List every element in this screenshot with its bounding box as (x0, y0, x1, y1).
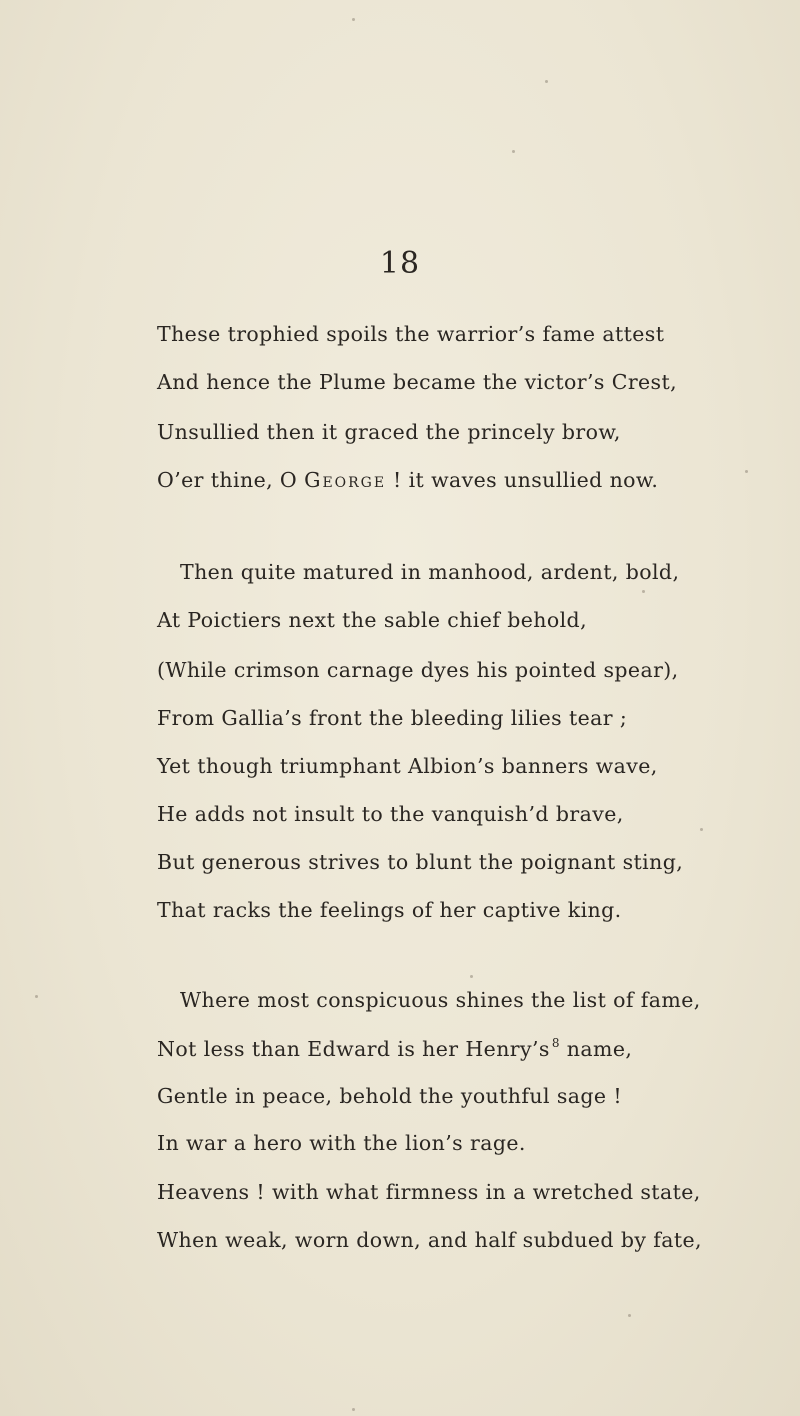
verse-line: Yet though triumphant Albion’s banners wave, (157, 754, 658, 778)
verse-line-text: ! it waves unsullied now. (386, 468, 659, 492)
foxing-speck (352, 18, 355, 21)
foxing-speck (700, 828, 703, 831)
footnote-marker: 8 (551, 1036, 560, 1050)
verse-line: But generous strives to blunt the poignant sting, (157, 850, 684, 874)
verse-line: Gentle in peace, behold the youthful sage ! (157, 1084, 623, 1108)
foxing-speck (512, 150, 515, 153)
verse-line: From Gallia’s front the bleeding lilies tear ; (157, 706, 628, 730)
foxing-speck (745, 470, 748, 473)
verse-line: These trophied spoils the warrior’s fame attest (157, 322, 665, 346)
dedicatee-name: George (304, 468, 387, 492)
verse-line: Where most conspicuous shines the list of fame, (180, 988, 701, 1012)
foxing-speck (470, 975, 473, 978)
foxing-speck (352, 1408, 355, 1411)
verse-line: That racks the feelings of her captive king. (157, 898, 622, 922)
verse-line-text: Not less than Edward is her Henry’s (157, 1037, 550, 1061)
verse-line: When weak, worn down, and half subdued by fate, (157, 1228, 702, 1252)
foxing-speck (642, 590, 645, 593)
verse-line: Unsullied then it graced the princely brow, (157, 420, 621, 444)
verse-line: In war a hero with the lion’s rage. (157, 1131, 526, 1155)
foxing-speck (628, 1314, 631, 1317)
foxing-speck (545, 80, 548, 83)
verse-line: (While crimson carnage dyes his pointed spear), (157, 658, 679, 682)
verse-line: He adds not insult to the vanquish’d brave, (157, 802, 624, 826)
foxing-speck (35, 995, 38, 998)
verse-line-text: name, (559, 1037, 633, 1061)
verse-line: Then quite matured in manhood, ardent, bold, (180, 560, 680, 584)
verse-line: At Poictiers next the sable chief behold, (157, 608, 587, 632)
verse-line-text: O’er thine, O (157, 468, 305, 492)
verse-line: And hence the Plume became the victor’s Crest, (157, 370, 678, 394)
verse-line: Heavens ! with what firmness in a wretched state, (157, 1180, 701, 1204)
page-number: 18 (379, 246, 421, 281)
verse-line (157, 1036, 632, 1061)
verse-line (157, 468, 658, 492)
